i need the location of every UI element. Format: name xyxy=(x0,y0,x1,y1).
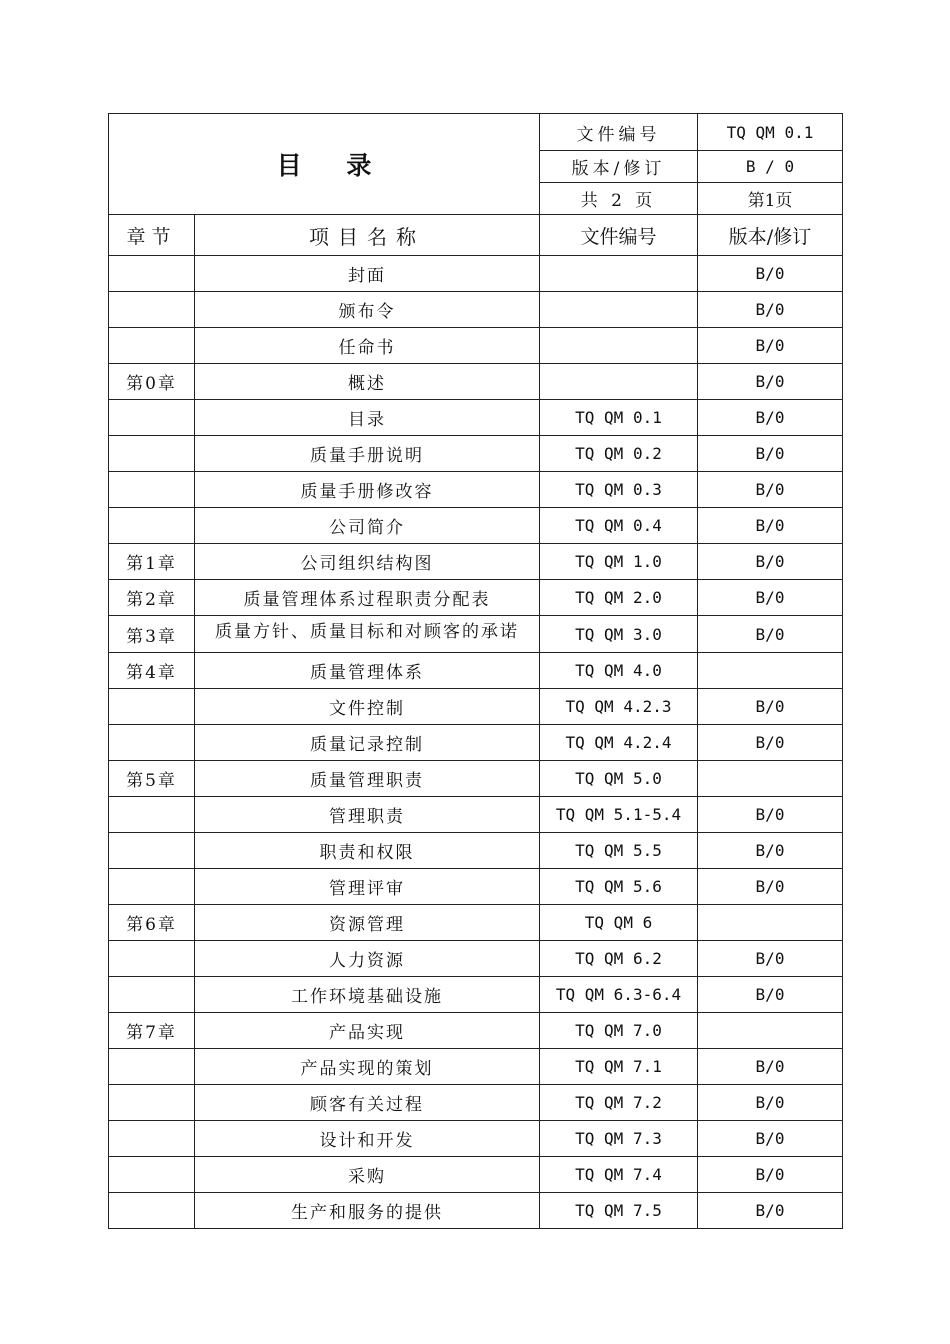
revision-cell: B/0 xyxy=(698,292,843,328)
table-row xyxy=(109,400,843,436)
item-name-cell: 颁布令 xyxy=(195,292,540,328)
file-code-cell: TQ QM 6 xyxy=(540,905,698,941)
item-name-cell: 产品实现的策划 xyxy=(195,1049,540,1085)
item-name-cell: 目录 xyxy=(195,400,540,436)
file-code-cell: TQ QM 0.1 xyxy=(540,400,698,436)
file-code-cell: TQ QM 7.1 xyxy=(540,1049,698,1085)
revision-cell: B/0 xyxy=(698,508,843,544)
item-name-cell: 质量管理体系 xyxy=(195,653,540,689)
item-name-cell: 采购 xyxy=(195,1157,540,1193)
item-name-cell: 资源管理 xyxy=(195,905,540,941)
column-header-revision: 版本/修订 xyxy=(698,215,843,256)
revision-cell: B/0 xyxy=(698,725,843,761)
revision-label: 版本/修订 xyxy=(540,151,698,183)
chapter-cell xyxy=(109,328,195,364)
item-name-cell: 文件控制 xyxy=(195,689,540,725)
chapter-cell: 第6章 xyxy=(109,905,195,941)
table-row xyxy=(109,797,843,833)
page-title: 目 录 xyxy=(109,114,540,215)
file-code-cell: TQ QM 6.2 xyxy=(540,941,698,977)
revision-cell xyxy=(698,1013,843,1049)
item-name-cell: 职责和权限 xyxy=(195,833,540,869)
revision-cell: B/0 xyxy=(698,1049,843,1085)
file-code-cell: TQ QM 4.2.3 xyxy=(540,689,698,725)
item-name-cell: 质量记录控制 xyxy=(195,725,540,761)
table-row xyxy=(109,653,843,689)
item-name-cell: 质量手册修改容 xyxy=(195,472,540,508)
chapter-cell xyxy=(109,1193,195,1229)
table-row xyxy=(109,436,843,472)
file-code-cell: TQ QM 4.2.4 xyxy=(540,725,698,761)
item-name-cell: 工作环境基础设施 xyxy=(195,977,540,1013)
revision-cell: B/0 xyxy=(698,977,843,1013)
table-row xyxy=(109,508,843,544)
item-name-cell: 人力资源 xyxy=(195,941,540,977)
item-name-cell: 公司简介 xyxy=(195,508,540,544)
file-code-cell: TQ QM 5.0 xyxy=(540,761,698,797)
table-row xyxy=(109,941,843,977)
revision-cell: B/0 xyxy=(698,256,843,292)
table-row xyxy=(109,292,843,328)
file-code-cell: TQ QM 7.3 xyxy=(540,1121,698,1157)
file-code-cell: TQ QM 6.3-6.4 xyxy=(540,977,698,1013)
chapter-cell: 第1章 xyxy=(109,544,195,580)
chapter-cell xyxy=(109,833,195,869)
revision-cell: B/0 xyxy=(698,364,843,400)
item-name-cell: 封面 xyxy=(195,256,540,292)
file-code-cell: TQ QM 5.5 xyxy=(540,833,698,869)
item-name-cell: 概述 xyxy=(195,364,540,400)
revision-value: B / 0 xyxy=(698,151,843,183)
revision-cell: B/0 xyxy=(698,1085,843,1121)
file-code-cell: TQ QM 2.0 xyxy=(540,580,698,616)
revision-cell xyxy=(698,905,843,941)
chapter-cell: 第7章 xyxy=(109,1013,195,1049)
chapter-cell xyxy=(109,508,195,544)
chapter-cell: 第3章 xyxy=(109,616,195,653)
table-row xyxy=(109,1049,843,1085)
column-header-row xyxy=(109,215,843,256)
file-code-cell: TQ QM 5.1-5.4 xyxy=(540,797,698,833)
revision-cell: B/0 xyxy=(698,436,843,472)
table-row xyxy=(109,364,843,400)
revision-cell: B/0 xyxy=(698,580,843,616)
file-code-cell xyxy=(540,364,698,400)
file-code-cell: TQ QM 7.0 xyxy=(540,1013,698,1049)
revision-cell xyxy=(698,761,843,797)
file-code-cell: TQ QM 7.5 xyxy=(540,1193,698,1229)
revision-cell: B/0 xyxy=(698,616,843,653)
chapter-cell xyxy=(109,1157,195,1193)
item-name-cell: 管理职责 xyxy=(195,797,540,833)
item-name-cell: 顾客有关过程 xyxy=(195,1085,540,1121)
toc-table xyxy=(108,214,843,1229)
item-name-cell: 质量管理职责 xyxy=(195,761,540,797)
item-name-cell: 公司组织结构图 xyxy=(195,544,540,580)
document-header xyxy=(108,113,843,215)
revision-cell: B/0 xyxy=(698,689,843,725)
table-row xyxy=(109,616,843,653)
table-row xyxy=(109,544,843,580)
chapter-cell xyxy=(109,292,195,328)
chapter-cell xyxy=(109,256,195,292)
file-code-cell xyxy=(540,292,698,328)
table-row xyxy=(109,725,843,761)
chapter-cell: 第5章 xyxy=(109,761,195,797)
revision-cell: B/0 xyxy=(698,544,843,580)
revision-cell: B/0 xyxy=(698,941,843,977)
revision-cell: B/0 xyxy=(698,400,843,436)
table-row xyxy=(109,1157,843,1193)
chapter-cell xyxy=(109,400,195,436)
chapter-cell xyxy=(109,436,195,472)
table-row xyxy=(109,905,843,941)
table-row xyxy=(109,833,843,869)
revision-cell: B/0 xyxy=(698,833,843,869)
file-code-cell: TQ QM 7.4 xyxy=(540,1157,698,1193)
file-code-cell: TQ QM 0.3 xyxy=(540,472,698,508)
file-code-cell xyxy=(540,256,698,292)
file-code-cell xyxy=(540,328,698,364)
chapter-cell: 第4章 xyxy=(109,653,195,689)
table-row xyxy=(109,472,843,508)
table-row xyxy=(109,256,843,292)
file-code-cell: TQ QM 0.4 xyxy=(540,508,698,544)
item-name-cell: 设计和开发 xyxy=(195,1121,540,1157)
revision-cell: B/0 xyxy=(698,1193,843,1229)
chapter-cell: 第0章 xyxy=(109,364,195,400)
chapter-cell xyxy=(109,689,195,725)
file-code-cell: TQ QM 3.0 xyxy=(540,616,698,653)
column-header-chapter: 章节 xyxy=(109,215,195,256)
column-header-code: 文件编号 xyxy=(540,215,698,256)
revision-cell xyxy=(698,653,843,689)
revision-cell: B/0 xyxy=(698,472,843,508)
chapter-cell xyxy=(109,1121,195,1157)
revision-cell: B/0 xyxy=(698,1121,843,1157)
revision-cell: B/0 xyxy=(698,1157,843,1193)
revision-cell: B/0 xyxy=(698,797,843,833)
chapter-cell: 第2章 xyxy=(109,580,195,616)
table-row xyxy=(109,977,843,1013)
table-row xyxy=(109,580,843,616)
chapter-cell xyxy=(109,941,195,977)
item-name-cell: 产品实现 xyxy=(195,1013,540,1049)
chapter-cell xyxy=(109,1049,195,1085)
chapter-cell xyxy=(109,797,195,833)
chapter-cell xyxy=(109,725,195,761)
item-name-cell: 任命书 xyxy=(195,328,540,364)
total-pages: 共 2 页 xyxy=(540,183,698,215)
table-row xyxy=(109,689,843,725)
revision-cell: B/0 xyxy=(698,328,843,364)
item-name-cell: 质量手册说明 xyxy=(195,436,540,472)
chapter-cell xyxy=(109,1085,195,1121)
revision-cell: B/0 xyxy=(698,869,843,905)
chapter-cell xyxy=(109,869,195,905)
file-code-cell: TQ QM 1.0 xyxy=(540,544,698,580)
file-code-cell: TQ QM 4.0 xyxy=(540,653,698,689)
item-name-cell: 管理评审 xyxy=(195,869,540,905)
doc-number-label: 文件编号 xyxy=(540,114,698,151)
doc-number-value: TQ QM 0.1 xyxy=(698,114,843,151)
chapter-cell xyxy=(109,472,195,508)
table-row xyxy=(109,869,843,905)
column-header-name: 项目名称 xyxy=(195,215,540,256)
item-name-cell: 质量方针、质量目标和对顾客的承诺 xyxy=(195,616,540,653)
file-code-cell: TQ QM 5.6 xyxy=(540,869,698,905)
item-name-cell: 生产和服务的提供 xyxy=(195,1193,540,1229)
page-number: 第1页 xyxy=(698,183,843,215)
table-row xyxy=(109,761,843,797)
file-code-cell: TQ QM 7.2 xyxy=(540,1085,698,1121)
file-code-cell: TQ QM 0.2 xyxy=(540,436,698,472)
table-row xyxy=(109,1013,843,1049)
item-name-cell: 质量管理体系过程职责分配表 xyxy=(195,580,540,616)
table-row xyxy=(109,1193,843,1229)
table-row xyxy=(109,328,843,364)
chapter-cell xyxy=(109,977,195,1013)
table-row xyxy=(109,1121,843,1157)
table-row xyxy=(109,1085,843,1121)
